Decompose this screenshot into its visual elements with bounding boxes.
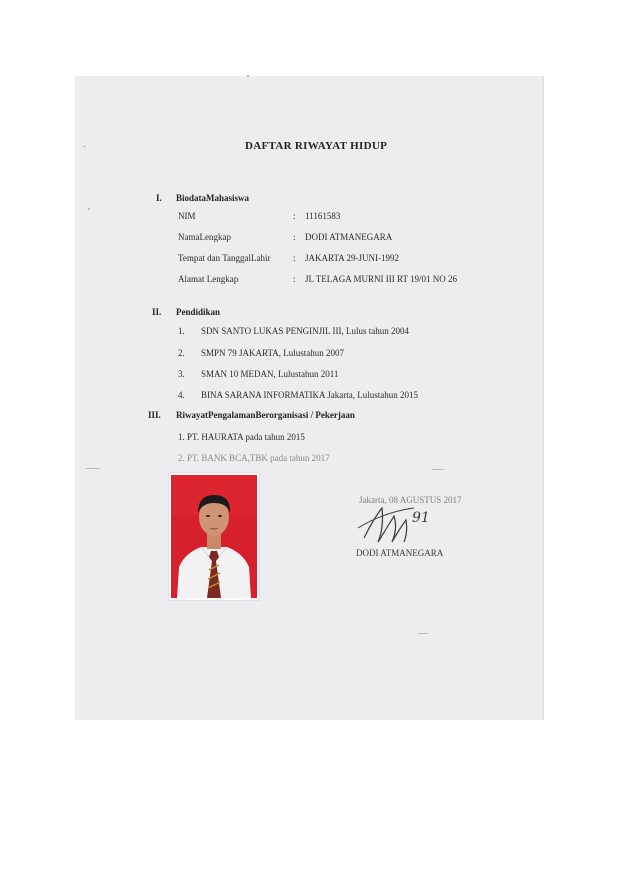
value-nama: DODI ATMANEGARA [305,232,393,242]
list-number: 2. [178,348,185,358]
scan-speck [247,75,249,77]
section-number-pengalaman: III. [148,410,161,420]
scan-speck [432,469,444,470]
experience-item: 2. PT. BANK BCA,TBK pada tahun 2017 [178,453,330,463]
list-number: 1. [178,326,185,336]
value-tempat-tanggal-lahir: JAKARTA 29-JUNI-1992 [305,253,399,263]
scan-speck [418,633,428,634]
signature-place-date: Jakarta, 08 AGUSTUS 2017 [359,495,462,505]
label-tempat-tanggal-lahir: Tempat dan TanggalLahir [178,253,271,263]
experience-item: 1. PT. HAURATA pada tahun 2015 [178,432,305,442]
signature-name: DODI ATMANEGARA [356,548,444,558]
section-title-pendidikan: Pendidikan [176,307,221,317]
education-item: SDN SANTO LUKAS PENGINJIL III, Lulus tahun 2004 [201,326,409,336]
education-item: SMPN 79 JAKARTA, Lulustahun 2007 [201,348,344,358]
list-number: 4. [178,390,185,400]
handwritten-signature [354,498,444,550]
scan-speck [86,468,100,469]
education-item: BINA SARANA INFORMATIKA Jakarta, Lulustahun 2015 [201,390,418,400]
section-number-biodata: I. [156,193,162,203]
scan-speck [88,208,90,210]
section-number-pendidikan: II. [152,307,162,317]
value-nim: 11161583 [305,211,341,221]
label-nama: NamaLengkap [178,232,231,242]
label-alamat: Alamat Lengkap [178,274,239,284]
education-item: SMAN 10 MEDAN, Lulustahun 2011 [201,369,339,379]
colon: : [293,232,296,242]
document-title: DAFTAR RIWAYAT HIDUP [245,140,388,152]
signature-handwriting: 91 [412,510,430,526]
colon: : [293,211,296,221]
value-alamat: JL TELAGA MURNI III RT 19/01 NO 26 [305,274,458,284]
page-edge [542,76,544,720]
profile-photo [168,472,260,601]
portrait-image [171,475,257,598]
list-number: 3. [178,369,185,379]
section-title-pengalaman: RiwayatPengalamanBerorganisasi / Pekerjaan [176,410,355,420]
colon: : [293,274,296,284]
colon: : [293,253,296,263]
scan-speck [83,146,86,147]
label-nim: NIM [178,211,196,221]
section-title-biodata: BiodataMahasiswa [176,193,250,203]
